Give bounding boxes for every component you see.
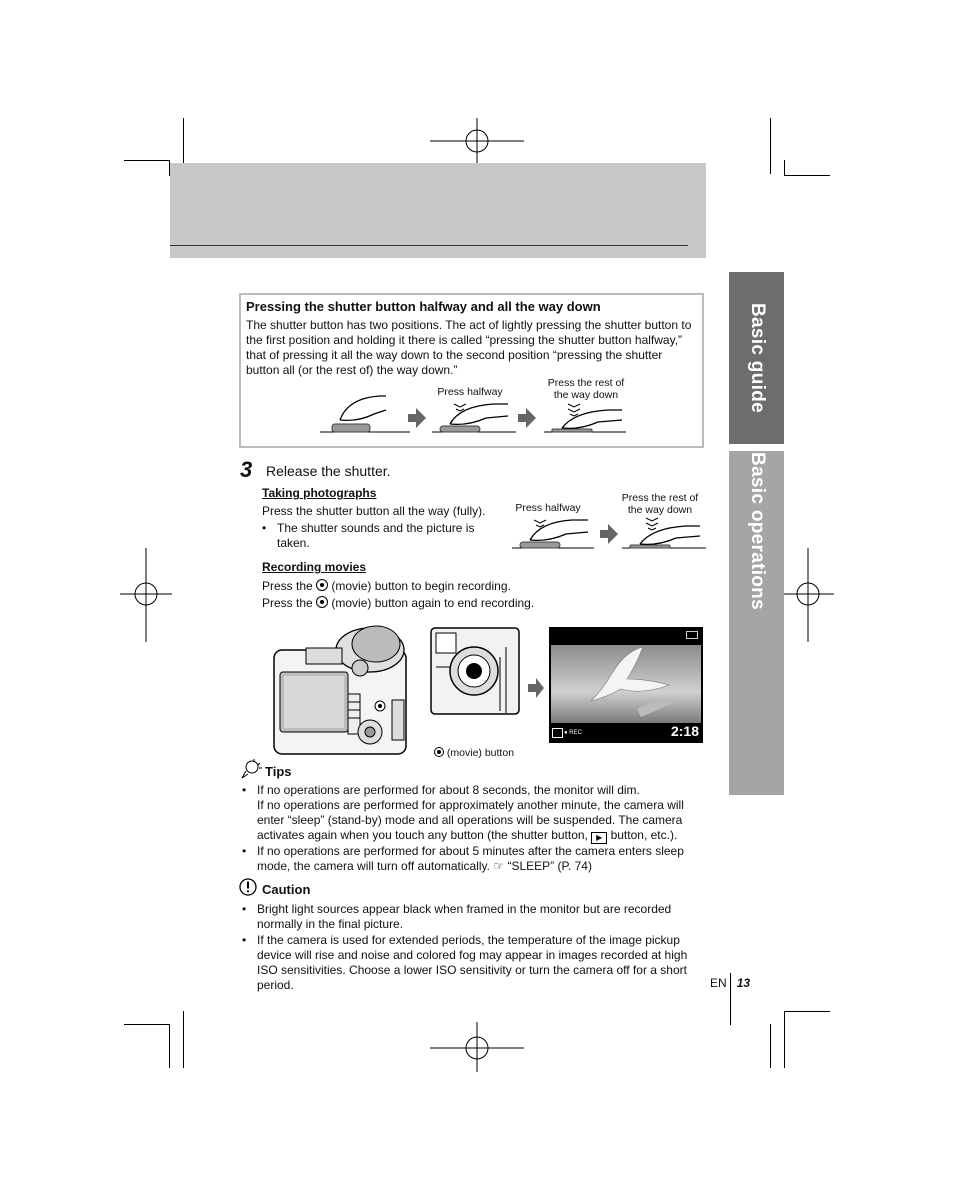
registration-mark-top xyxy=(430,118,524,168)
monitor-screen xyxy=(549,627,703,743)
step-label-rest: Press the rest of the way down xyxy=(621,492,699,516)
camera-illustration xyxy=(268,620,418,758)
caution-icon xyxy=(239,878,257,896)
registration-mark-bottom xyxy=(430,1022,524,1072)
step-text: Release the shutter. xyxy=(266,463,391,479)
reference-icon: ☞ xyxy=(493,859,505,873)
release-shutter-illustration xyxy=(510,512,710,554)
step-number: 3 xyxy=(240,457,253,482)
taking-photographs-heading: Taking photographs xyxy=(262,486,377,500)
recording-time: 2:18 xyxy=(670,723,699,739)
movie-record-icon xyxy=(316,596,328,608)
movie-mode-icon xyxy=(552,728,563,738)
shutter-box-text: The shutter button has two positions. The act of lightly pressing the shutter button to the first position and holding it there is called “pressing the shutter button halfway,” that of pressing it all the way down to the second position “pressing the shutter button all (or the rest of) the way down.” xyxy=(246,318,692,377)
side-tab-basic-guide[interactable] xyxy=(729,272,784,444)
movie-button-zoom xyxy=(430,627,520,715)
side-tab-basic-guide-label: Basic guide xyxy=(746,303,768,413)
rec-indicator: ● REC xyxy=(564,730,582,736)
recording-movies-heading: Recording movies xyxy=(262,560,367,574)
header-rule xyxy=(170,245,688,246)
movie-begin-line: Press the (movie) button to begin recording. xyxy=(262,579,511,593)
step-label-halfway: Press halfway xyxy=(515,502,581,514)
side-tab-basic-operations[interactable] xyxy=(729,451,784,795)
caution-heading: Caution xyxy=(262,882,311,897)
movie-record-icon xyxy=(434,747,444,757)
movie-end-line: Press the (movie) button again to end recording. xyxy=(262,596,535,610)
taking-photographs-text: Press the shutter button all the way (fully). xyxy=(262,504,486,518)
box-label-rest: Press the rest of the way down xyxy=(547,377,625,401)
screen-image xyxy=(551,645,701,723)
seagull-image xyxy=(551,645,701,723)
registration-mark-left xyxy=(120,548,172,642)
page-number: EN 13 xyxy=(710,976,751,990)
shutter-box-title: Pressing the shutter button halfway and all the way down xyxy=(246,299,601,314)
movie-record-icon xyxy=(316,579,328,591)
tips-heading: Tips xyxy=(265,764,292,779)
header-band xyxy=(170,163,706,258)
registration-mark-right xyxy=(782,548,834,642)
battery-icon xyxy=(686,631,698,639)
box-label-halfway: Press halfway xyxy=(437,386,503,398)
shutter-press-illustration xyxy=(318,392,630,438)
play-button-icon: ▶ xyxy=(591,832,607,844)
arrow-right-icon xyxy=(528,678,544,698)
tips-item-continuation: If no operations are performed for approximately another minute, the camera will enter “sleep” (stand-by) mode and all operations will be suspended. The camera activates again when you touch any button (the shutter button, ▶ button, etc.). xyxy=(257,798,684,842)
side-tab-basic-operations-label: Basic operations xyxy=(746,452,768,610)
movie-button-caption: (movie) button xyxy=(434,746,524,759)
tips-icon xyxy=(240,758,262,780)
